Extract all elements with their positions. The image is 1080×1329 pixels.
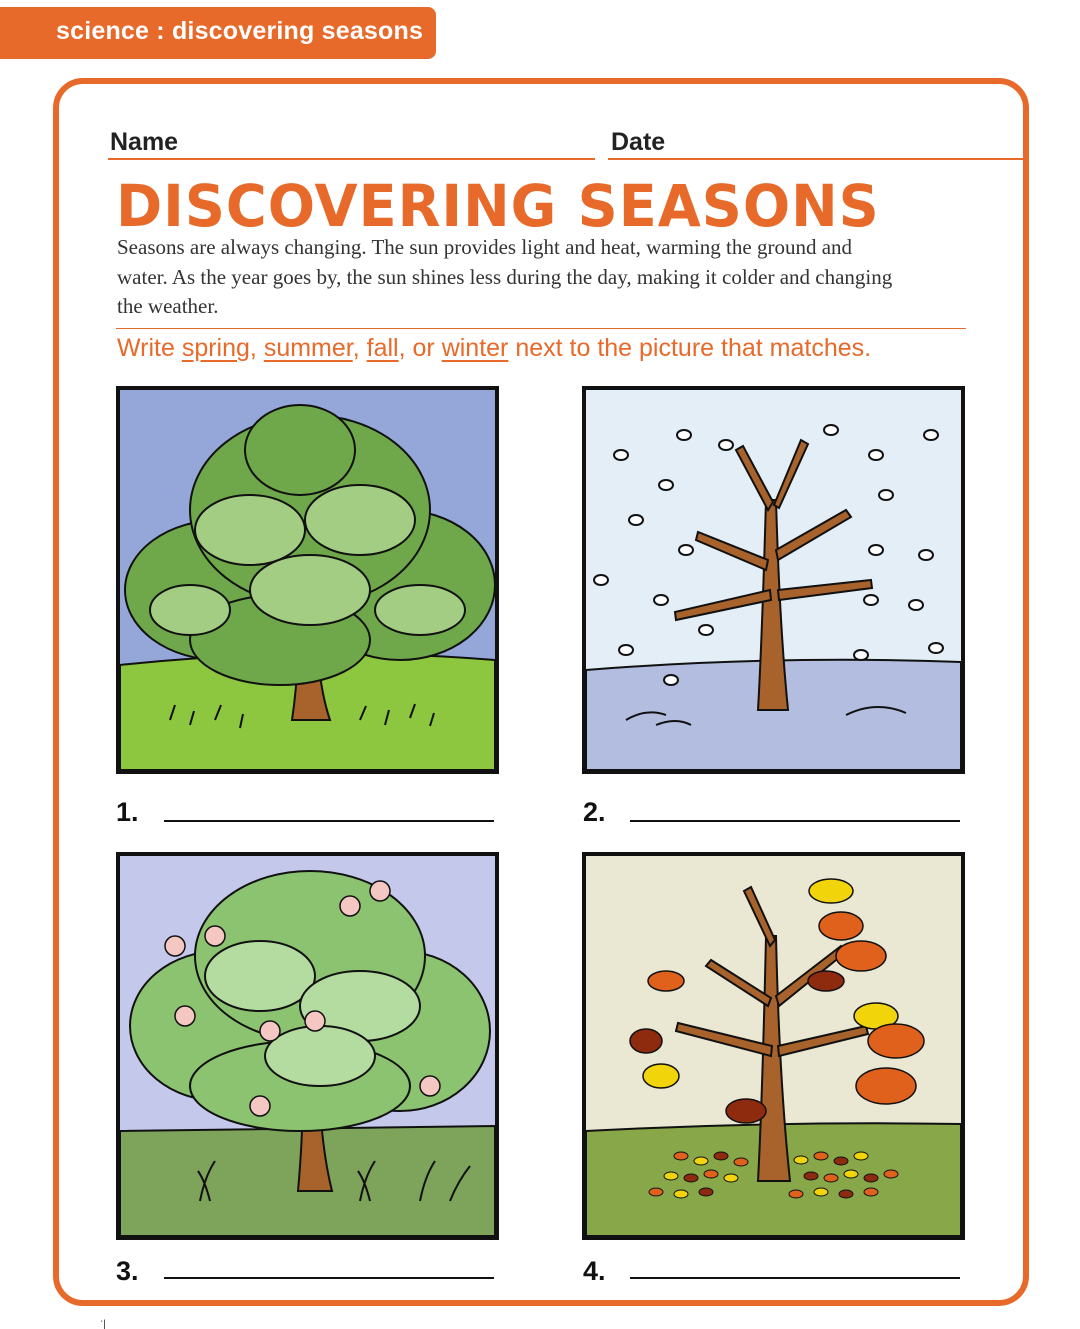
answer-line-4[interactable] [630,1277,960,1279]
spring-tree-illustration [120,856,495,1236]
instruction-sep: , [352,334,367,362]
instruction-sep: , or [398,334,442,362]
intro-line: Seasons are always changing. The sun provides light and heat, warming the ground and [117,235,853,259]
instruction-suffix: next to the picture that matches. [508,334,872,362]
picture-fall-tree [582,852,965,1240]
footer-mark: ॱ| [100,1319,106,1329]
picture-summer-tree [116,386,499,774]
winter-tree-illustration [586,390,961,770]
picture-number: 1. [116,797,139,827]
word-winter: winter [441,334,509,362]
picture-number: 4. [583,1256,606,1286]
date-field-line[interactable] [608,158,1024,160]
page-title: DISCOVERING SEASONS [116,172,880,240]
answer-line-2[interactable] [630,820,960,822]
answer-line-3[interactable] [164,1277,494,1279]
name-label: Name [110,128,179,156]
section-tab: science : discovering seasons [0,7,436,59]
name-field-line[interactable] [108,158,595,160]
word-spring: spring [181,334,250,362]
picture-number: 2. [583,797,606,827]
picture-spring-tree [116,852,499,1240]
divider [116,328,966,329]
answer-line-1[interactable] [164,820,494,822]
date-label: Date [611,128,666,156]
instruction-prefix: Write [117,334,182,362]
instruction-sep: , [249,334,264,362]
picture-winter-tree [582,386,965,774]
picture-number: 3. [116,1256,139,1286]
word-summer: summer [263,334,353,362]
fall-tree-illustration [586,856,961,1236]
intro-line: water. As the year goes by, the sun shines less during the day, making it colder and changing [117,264,893,289]
word-fall: fall [366,334,399,362]
intro-paragraph [117,233,977,322]
summer-tree-illustration [120,390,495,770]
instruction-text [117,334,871,363]
intro-line: the weather. [117,294,219,318]
